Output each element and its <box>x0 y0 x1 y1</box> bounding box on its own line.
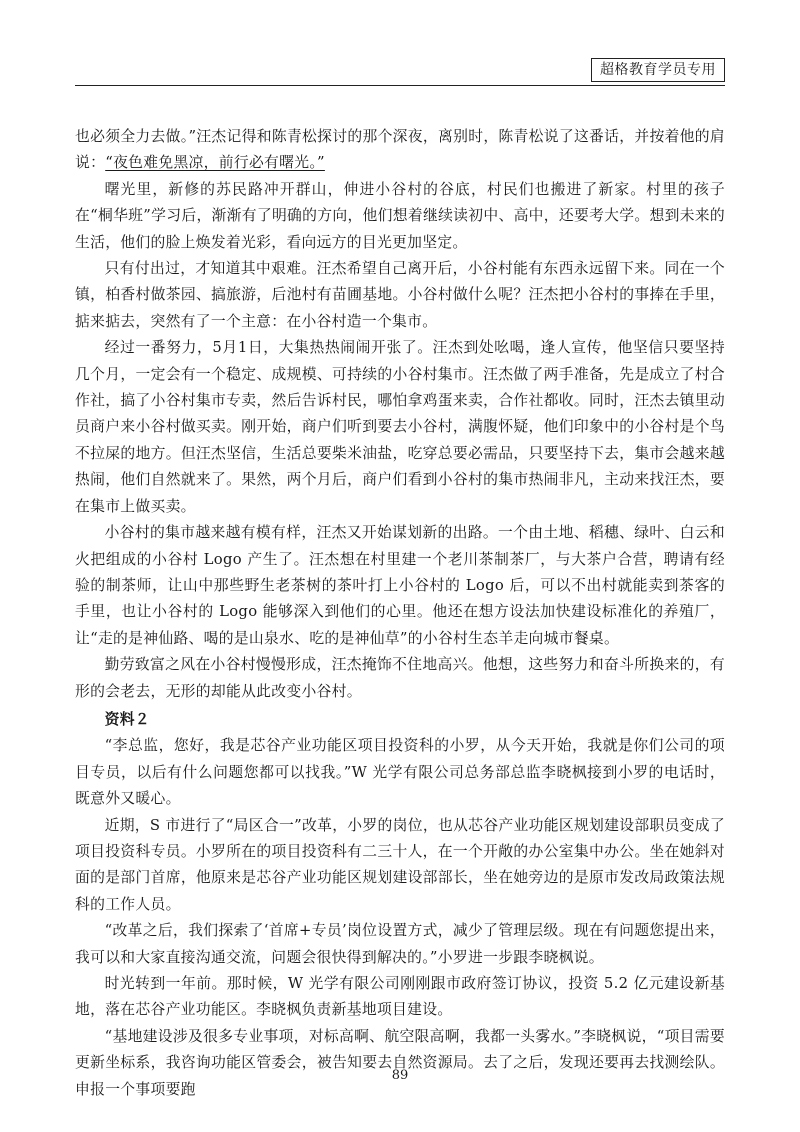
header-badge: 超格教育学员专用 <box>591 58 725 82</box>
paragraph-text: 也必须全力去做。”汪杰记得和陈青松探讨的那个深夜，离别时，陈青松说了这番话，并按着他的肩说： <box>75 128 725 172</box>
paragraph: “改革之后，我们探索了‘首席+专员’岗位设置方式，减少了管理层级。现在有问题您提出来，我可以和大家直接沟通交流，问题会很快得到解决的。”小罗进一步跟李晓枫说。 <box>75 922 725 966</box>
paragraph <box>75 124 725 177</box>
paragraph: 勤劳致富之风在小谷村慢慢形成，汪杰掩饰不住地高兴。他想，这些努力和奋斗所换来的，有形的会老去，无形的却能从此改变小谷村。 <box>75 656 725 700</box>
paragraph: 时光转到一年前。那时候，W 光学有限公司刚刚跟市政府签订协议，投资 5.2 亿元建设新基地，落在芯谷产业功能区。李晓枫负责新基地项目建设。 <box>75 975 725 1019</box>
header-rule <box>75 85 725 86</box>
paragraph: 只有付出过，才知道其中艰难。汪杰希望自己离开后，小谷村能有东西永远留下来。同在一个镇，柏香村做茶园、搞旅游，后池村有苗圃基地。小谷村做什么呢？汪杰把小谷村的事捧在手里，掂来掂去，突然有了一个主意：在小谷村造一个集市。 <box>75 260 725 330</box>
paragraph: “基地建设涉及很多专业事项，对标高啊、航空限高啊，我都一头雾水。”李晓枫说，“项目需要更新坐标系，我咨询功能区管委会，被告知要去自然资源局。去了之后，发现还要再去找测绘队。申报一个事项要跑 <box>75 1027 725 1098</box>
section-heading: 资料２ <box>104 710 150 728</box>
paragraph: 近期，S 市进行了“局区合一”改革，小罗的岗位，也从芯谷产业功能区规划建设部职员变成了项目投资科专员。小罗所在的项目投资科有二三十人，在一个开敞的办公室集中办公。坐在她斜对面的是部门首席，他原来是芯谷产业功能区规划建设部部长，坐在她旁边的是原市发改局政策法规科的工作人员。 <box>75 816 725 913</box>
paragraph: “李总监，您好，我是芯谷产业功能区项目投资科的小罗，从今天开始，我就是你们公司的项目专员，以后有什么问题您都可以找我。”W 光学有限公司总务部总监李晓枫接到小罗的电话时，既意外又暖心。 <box>75 737 725 808</box>
page-content <box>75 124 725 1103</box>
paragraph: 曙光里，新修的苏民路冲开群山，伸进小谷村的谷底，村民们也搬进了新家。村里的孩子在“桐华班”学习后，渐渐有了明确的方向，他们想着继续读初中、高中，还要考大学。想到未来的生活，他们的脸上焕发着光彩，看向远方的目光更加坚定。 <box>75 180 725 251</box>
underlined-quote: “夜色难免黑凉，前行必有曙光。” <box>105 154 325 172</box>
paragraph: 经过一番努力，5月1日，大集热热闹闹开张了。汪杰到处吆喝，逢人宣传，他坚信只要坚持几个月，一定会有一个稳定、成规模、可持续的小谷村集市。汪杰做了两手准备，先是成立了村合作社，搞了小谷村集市专卖，然后告诉村民，哪怕拿鸡蛋来卖，合作社都收。同时，汪杰去镇里动员商户来小谷村做买卖。刚开始，商户们听到要去小谷村，满腹怀疑，他们印象中的小谷村是个鸟不拉屎的地方。但汪杰坚信，生活总要柴米油盐，吃穿总要必需品，只要坚持下去，集市会越来越热闹，他们自然就来了。果然，两个月后，商户们看到小谷村的集市热闹非凡，主动来找汪杰，要在集市上做买卖。 <box>75 339 725 515</box>
page-number: 89 <box>391 1068 409 1083</box>
paragraph: 小谷村的集市越来越有模有样，汪杰又开始谋划新的出路。一个由土地、稻穗、绿叶、白云和火把组成的小谷村 Logo 产生了。汪杰想在村里建一个老川茶制茶厂，与大茶户合营，聘请有经验的制茶师，让山中那些野生老茶树的茶叶打上小谷村的 Logo 后，可以不出村就能卖到茶客的手里，也让小谷村的 Logo 能够深入到他们的心里。他还在想方设法加快建设标准化的养殖厂，让“走的是神仙路、喝的是山泉水、吃的是神仙草”的小谷村生态羊走向城市餐桌。 <box>75 524 725 647</box>
